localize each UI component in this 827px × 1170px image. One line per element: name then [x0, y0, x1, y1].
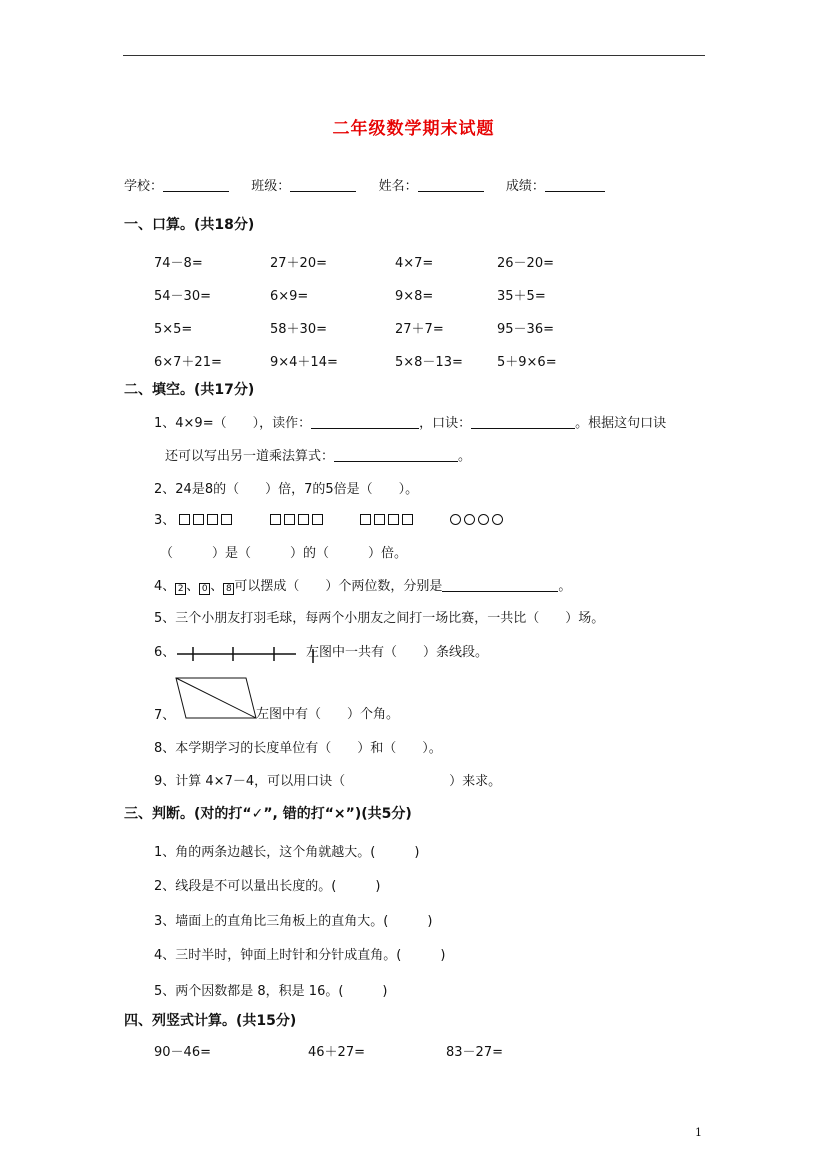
square-group-3 — [360, 513, 416, 529]
mental-math-item: 35＋5= — [497, 289, 546, 304]
section-4-heading: 四、列竖式计算。(共15分) — [124, 1013, 297, 1029]
judge-item: 1、角的两条边越长，这个角就越大。( ) — [154, 845, 420, 860]
fill-q1-line1 — [154, 416, 666, 432]
mental-math-item: 6×9= — [270, 289, 309, 304]
mental-math-item: 58＋30= — [270, 322, 327, 337]
square-group-1 — [179, 513, 235, 529]
digit-card: 8 — [223, 583, 234, 595]
vertical-calc-item: 83－27= — [446, 1045, 503, 1060]
square-icon — [312, 514, 323, 525]
separator: 、 — [210, 579, 224, 594]
fill-q1-text-d: 还可以写出另一道乘法算式： — [165, 449, 335, 464]
mental-math-item: 54－30= — [154, 289, 211, 304]
square-icon — [360, 514, 371, 525]
fill-q2: 2、24是8的（ ）倍，7的5倍是（ ）。 — [154, 482, 419, 497]
name-label: 姓名： — [378, 179, 418, 194]
mental-math-item: 5＋9×6= — [497, 355, 557, 370]
fill-q1-text-c: 。根据这句口诀 — [575, 416, 667, 431]
fill-q3-number: 3、 — [154, 513, 176, 528]
square-icon — [221, 514, 232, 525]
square-icon — [179, 514, 190, 525]
square-icon — [388, 514, 399, 525]
info-line — [124, 179, 605, 195]
judge-item: 2、线段是不可以量出长度的。( ) — [154, 879, 381, 894]
mental-math-item: 27＋20= — [270, 256, 327, 271]
score-blank[interactable] — [545, 179, 605, 192]
circle-icon — [478, 514, 489, 525]
school-label: 学校： — [124, 179, 164, 194]
mental-math-item: 6×7＋21= — [154, 355, 222, 370]
judge-item: 4、三时半时，钟面上时针和分针成直角。( ) — [154, 948, 446, 963]
digit-card: 0 — [199, 583, 210, 595]
line-segment-figure — [176, 646, 321, 664]
fill-q4-blank[interactable] — [442, 579, 558, 592]
circle-icon — [492, 514, 503, 525]
fill-q6-number: 6、 — [154, 645, 176, 660]
fill-q6-text: 左图中一共有（ ）条线段。 — [306, 645, 489, 660]
circle-group — [450, 513, 506, 529]
fill-q4 — [154, 579, 571, 595]
fill-q8: 8、本学期学习的长度单位有（ ）和（ ）。 — [154, 741, 442, 756]
mental-math-item: 9×8= — [395, 289, 434, 304]
fill-q1-text-b: ，口诀： — [419, 416, 472, 431]
fill-q1-reading-blank[interactable] — [311, 416, 419, 429]
digit-card: 2 — [175, 583, 186, 595]
fill-q7-text: 左图中有（ ）个角。 — [256, 707, 400, 722]
fill-q1-rhyme-blank[interactable] — [471, 416, 575, 429]
fill-q4-text: 可以摆成（ ）个两位数，分别是 — [234, 579, 443, 594]
section-2-heading: 二、填空。(共17分) — [124, 382, 255, 398]
mental-math-item: 26－20= — [497, 256, 554, 271]
square-icon — [284, 514, 295, 525]
mental-math-item: 95－36= — [497, 322, 554, 337]
fill-q7-number: 7、 — [154, 708, 176, 723]
vertical-calc-item: 46＋27= — [308, 1045, 365, 1060]
header-rule — [123, 55, 705, 56]
separator: 、 — [186, 579, 200, 594]
fill-q1-equation-blank[interactable] — [334, 449, 458, 462]
fill-q3-line2: （ ）是（ ）的（ ）倍。 — [160, 546, 408, 561]
parallelogram-figure — [174, 676, 258, 720]
square-icon — [402, 514, 413, 525]
judge-item: 5、两个因数都是 8，积是 16。( ) — [154, 984, 388, 999]
fill-q1-text-e: 。 — [458, 449, 472, 464]
fill-q1-text-a: 1、4×9=（ ），读作： — [154, 416, 312, 431]
class-blank[interactable] — [290, 179, 356, 192]
fill-q4-number: 4、 — [154, 579, 176, 594]
mental-math-item: 9×4＋14= — [270, 355, 338, 370]
square-icon — [193, 514, 204, 525]
square-icon — [374, 514, 385, 525]
page-number: 1 — [695, 1126, 702, 1139]
fill-q4-end: 。 — [558, 579, 572, 594]
mental-math-item: 5×8－13= — [395, 355, 463, 370]
name-blank[interactable] — [418, 179, 484, 192]
fill-q9: 9、计算 4×7－4，可以用口诀（ ）来求。 — [154, 774, 502, 789]
judge-item: 3、墙面上的直角比三角板上的直角大。( ) — [154, 914, 433, 929]
section-3-heading: 三、判断。(对的打“✓”, 错的打“×”)(共5分) — [124, 806, 412, 822]
square-icon — [270, 514, 281, 525]
fill-q1-line2 — [165, 449, 471, 465]
vertical-calc-item: 90－46= — [154, 1045, 211, 1060]
mental-math-item: 4×7= — [395, 256, 434, 271]
section-1-heading: 一、口算。(共18分) — [124, 217, 255, 233]
mental-math-item: 5×5= — [154, 322, 193, 337]
score-label: 成绩： — [505, 179, 545, 194]
square-group-2 — [270, 513, 326, 529]
fill-q3-shapes — [154, 513, 536, 529]
circle-icon — [464, 514, 475, 525]
circle-icon — [450, 514, 461, 525]
square-icon — [207, 514, 218, 525]
mental-math-item: 27＋7= — [395, 322, 444, 337]
fill-q5: 5、三个小朋友打羽毛球，每两个小朋友之间打一场比赛，一共比（ ）场。 — [154, 611, 605, 626]
school-blank[interactable] — [163, 179, 229, 192]
page-title: 二年级数学期末试题 — [332, 119, 495, 139]
class-label: 班级： — [251, 179, 291, 194]
square-icon — [298, 514, 309, 525]
mental-math-item: 74－8= — [154, 256, 203, 271]
